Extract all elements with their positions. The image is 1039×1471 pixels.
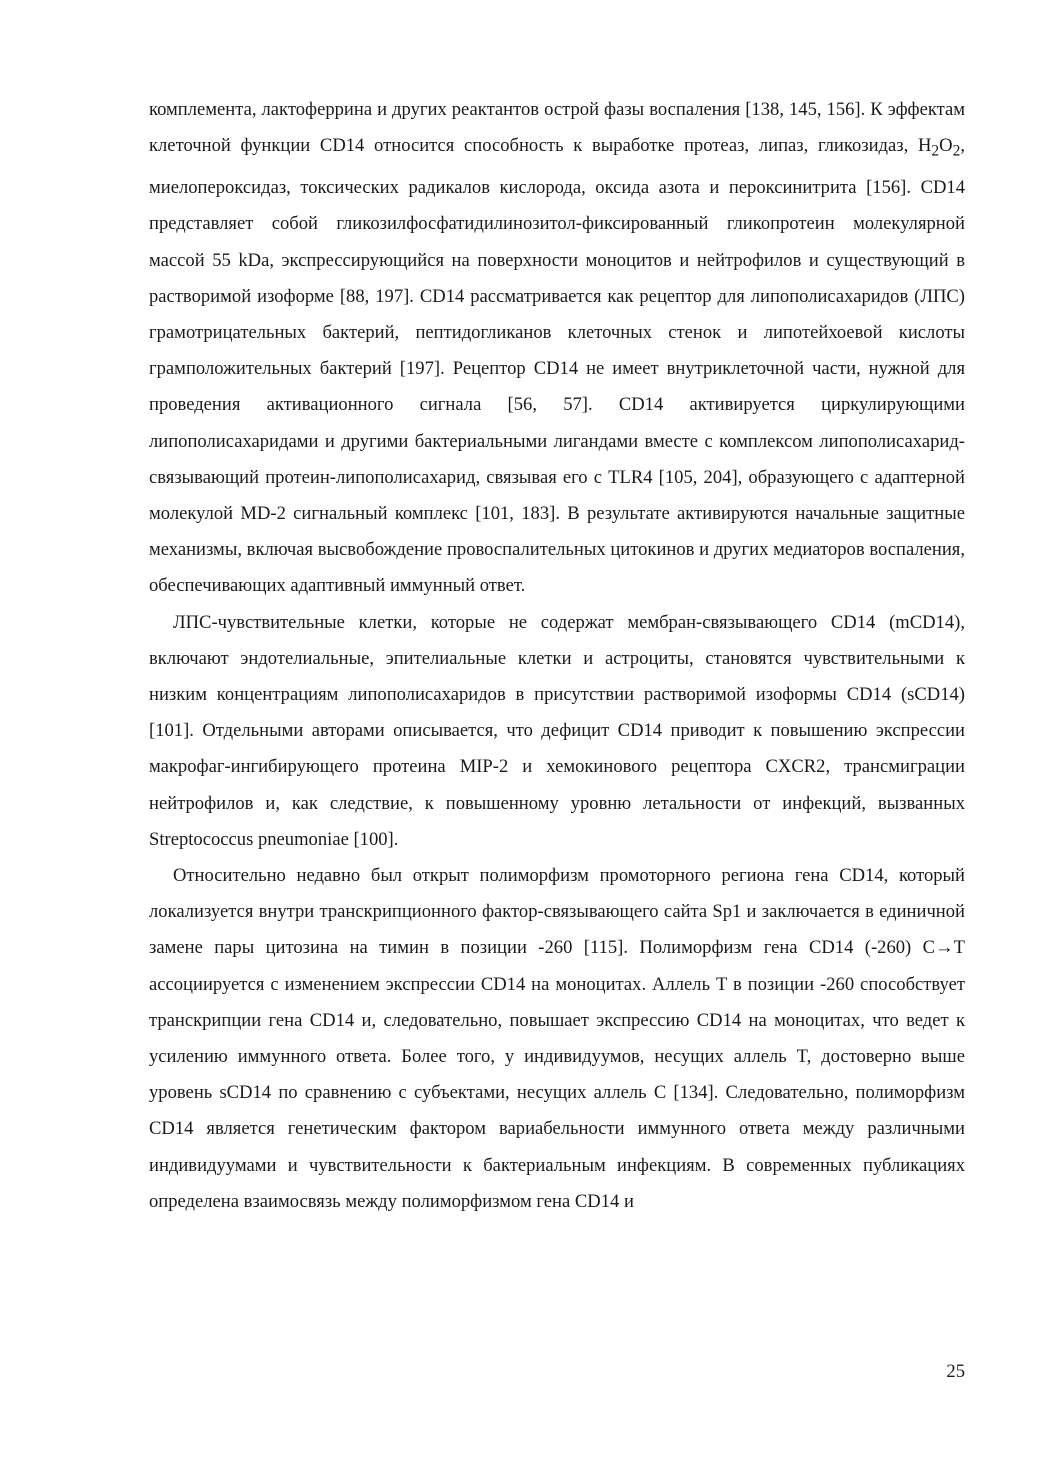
paragraph-1 xyxy=(149,92,965,605)
subscript-h2: 2 xyxy=(931,142,940,160)
paragraph-1-text-before: комплемента, лактоферрина и других реактантов острой фазы воспаления [138, 145, 156]. К эффектам клеточной функции CD14 относится способность к выработке протеаз, липаз, гликозидаз, H xyxy=(149,99,965,157)
paragraph-3: Относительно недавно был открыт полиморфизм промоторного региона гена CD14, который локализуется внутри транскрипционного фактор-связывающего сайта Sp1 и заключается в единичной замене пары цитозина на тимин в позиции -260 [115]. Полиморфизм гена CD14 (-260) C→T ассоциируется с изменением экспрессии CD14 на моноцитах. Аллель T в позиции -260 способствует транскрипции гена CD14 и, следовательно, повышает экспрессию CD14 на моноцитах, что ведет к усилению иммунного ответа. Более того, у индивидуумов, несущих аллель T, достоверно выше уровень sCD14 по сравнению с субъектами, несущих аллель C [134]. Следовательно, полиморфизм CD14 является генетическим фактором вариабельности иммунного ответа между различными индивидуумами и чувствительности к бактериальным инфекциям. В современных публикациях определена взаимосвязь между полиморфизмом гена CD14 и xyxy=(149,864,965,1212)
subscript-o2: 2 xyxy=(952,142,961,160)
paragraph-1-text-after: , миелопероксидаз, токсических радикалов кислорода, оксида азота и пероксинитрита [156]. CD14 представляет собой гликозилфосфатидилинозитол-фиксированный гликопротеин молекулярной массой 55 kDa, экспрессирующийся на поверхности моноцитов и нейтрофилов и существующий в растворимой изоформе [88, 197]. CD14 рассматривается как рецептор для липополисахаридов (ЛПС) грамотрицательных бактерий, пептидогликанов клеточных стенок и липотейхоевой кислоты грамположительных бактерий [197]. Рецептор CD14 не имеет внутриклеточной части, нужной для проведения активационного сигнала [56, 57]. CD14 активируется циркулирующими липополисахаридами и другими бактериальными лигандами вместе с комплексом липополисахарид-связывающий протеин-липополисахарид, связывая его с TLR4 [105, 204], образующего с адаптерной молекулой MD-2 сигнальный комплекс [101, 183]. В результате активируются начальные защитные механизмы, включая высвобождение провоспалительных цитокинов и других медиаторов воспаления, обеспечивающих адаптивный иммунный ответ. xyxy=(149,135,965,597)
paragraph-1-text-mid: O xyxy=(939,135,953,157)
document-body xyxy=(149,92,965,1220)
paragraph-2: ЛПС-чувствительные клетки, которые не содержат мембран-связывающего CD14 (mCD14), включают эндотелиальные, эпителиальные клетки и астроциты, становятся чувствительными к низким концентрациям липополисахаридов в присутствии растворимой изоформы CD14 (sCD14) [101]. Отдельными авторами описывается, что дефицит CD14 приводит к повышению экспрессии макрофаг-ингибирующего протеина MIP-2 и хемокинового рецептора CXCR2, трансмиграции нейтрофилов и, как следствие, к повышенному уровню летальности от инфекций, вызванных Streptococcus pneumoniae [100]. xyxy=(149,611,965,850)
page-number: 25 xyxy=(946,1361,965,1382)
